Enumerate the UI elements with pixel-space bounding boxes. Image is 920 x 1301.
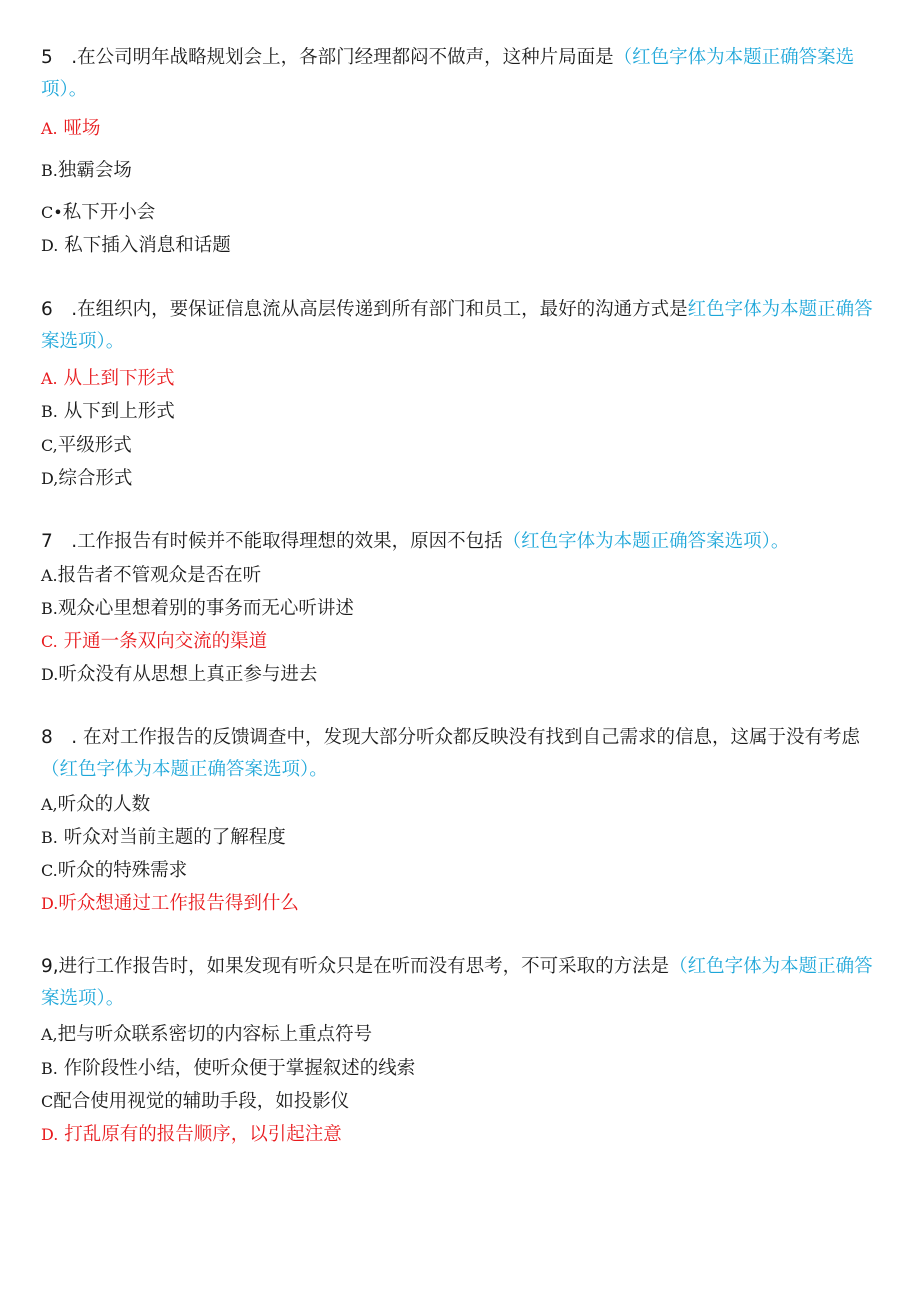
question-text: .在组织内，要保证信息流从高层传递到所有部门和员工，最好的沟通方式是 bbox=[71, 299, 688, 320]
answer-hint: （红色字体为本题正确答案选项）。 bbox=[502, 531, 790, 552]
option-a: A,把与听众联系密切的内容标上重点符号 bbox=[41, 1024, 373, 1045]
question-text: .在公司明年战略规划会上，各部门经理都闷不做声，这种片局面是 bbox=[71, 47, 614, 68]
option-b: B. 听众对当前主题的了解程度 bbox=[41, 827, 286, 848]
option-b: B. 从下到上形式 bbox=[41, 401, 175, 422]
question-number: 5 bbox=[41, 47, 72, 68]
question-8 bbox=[41, 722, 881, 786]
question-6 bbox=[41, 294, 881, 358]
option-d: D.听众没有从思想上真正参与进去 bbox=[41, 664, 318, 685]
option-a: A. 哑场 bbox=[41, 118, 101, 139]
option-d: D.听众想通过工作报告得到什么 bbox=[41, 893, 299, 914]
option-c: C.听众的特殊需求 bbox=[41, 860, 188, 881]
answer-hint: （红色字体为本题正确答案选项）。 bbox=[41, 47, 855, 100]
option-a: A,听众的人数 bbox=[41, 794, 151, 815]
question-number: 8 bbox=[41, 727, 72, 748]
question-text: .工作报告有时候并不能取得理想的效果，原因不包括 bbox=[71, 531, 503, 552]
option-c: C配合使用视觉的辅助手段，如投影仪 bbox=[41, 1091, 350, 1112]
question-number: 7 bbox=[41, 531, 72, 552]
option-c: C•私下开小会 bbox=[41, 202, 156, 223]
option-a: A. 从上到下形式 bbox=[41, 368, 175, 389]
answer-hint: 红色字体为本题正确答案选项）。 bbox=[41, 299, 873, 352]
question-7 bbox=[41, 526, 881, 558]
option-d: D. 打乱原有的报告顺序，以引起注意 bbox=[41, 1124, 342, 1145]
question-9 bbox=[41, 951, 881, 1015]
option-b: B.独霸会场 bbox=[41, 160, 132, 181]
question-text: . 在对工作报告的反馈调查中，发现大部分听众都反映没有找到自己需求的信息，这属于没有考虑 bbox=[71, 727, 861, 748]
answer-hint: （红色字体为本题正确答案选项）。 bbox=[41, 956, 873, 1009]
option-b: B. 作阶段性小结，使听众便于掌握叙述的线索 bbox=[41, 1058, 416, 1079]
option-d: D,综合形式 bbox=[41, 468, 133, 489]
option-c: C,平级形式 bbox=[41, 435, 132, 456]
option-d: D. 私下插入消息和话题 bbox=[41, 235, 231, 256]
question-5 bbox=[41, 42, 881, 106]
question-number: 6 bbox=[41, 299, 72, 320]
answer-hint: （红色字体为本题正确答案选项）。 bbox=[41, 759, 328, 780]
question-number: 9, bbox=[41, 956, 59, 977]
option-c: C. 开通一条双向交流的渠道 bbox=[41, 631, 268, 652]
option-a: A.报告者不管观众是否在听 bbox=[41, 565, 262, 586]
question-text: 进行工作报告时，如果发现有听众只是在听而没有思考，不可采取的方法是 bbox=[58, 956, 670, 977]
option-b: B.观众心里想着别的事务而无心听讲述 bbox=[41, 598, 354, 619]
